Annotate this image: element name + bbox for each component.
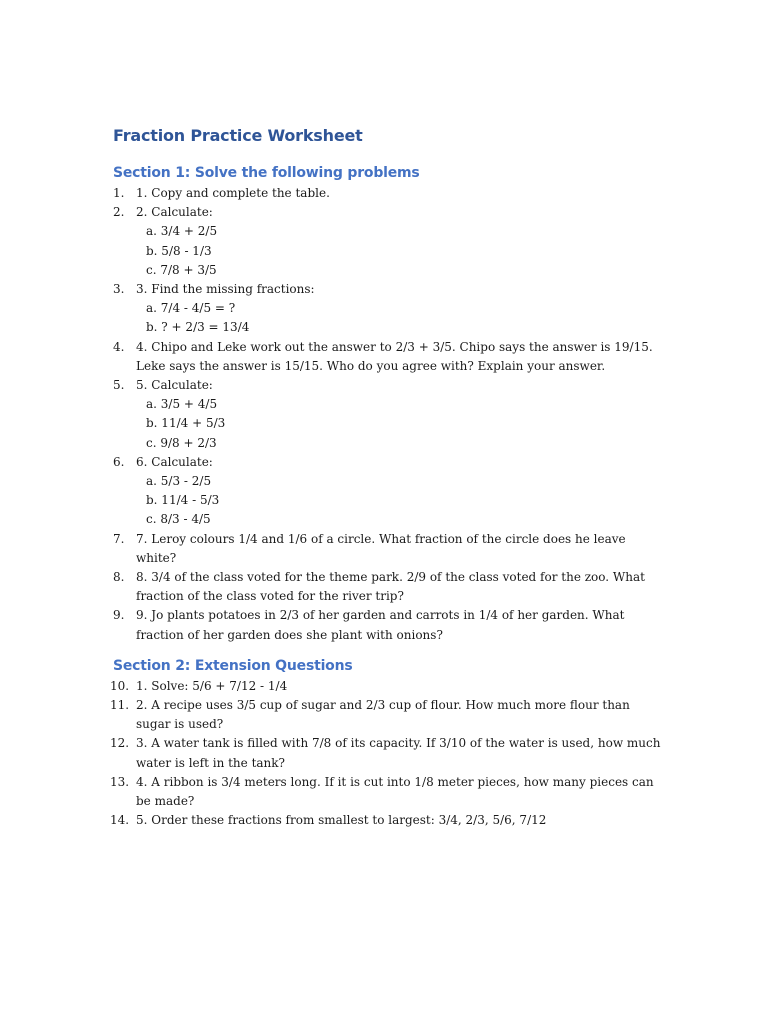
question-text: 3. Find the missing fractions: (136, 282, 315, 297)
question-number: 1. (113, 186, 125, 200)
question-text: 4. A ribbon is 3/4 meters long. If it is cut into 1/8 meter pieces, how many pieces can be made? (136, 774, 654, 809)
question-item (110, 734, 663, 772)
question-number: 7. (113, 531, 125, 546)
question-item (110, 773, 663, 811)
question-item (113, 606, 663, 644)
question-part: b. 11/4 - 5/3 (146, 493, 220, 508)
question-number: 9. (113, 608, 125, 623)
question-text: 1. Copy and complete the table. (136, 186, 330, 200)
question-part: c. 7/8 + 3/5 (146, 262, 217, 277)
question-number: 8. (113, 570, 125, 585)
question-part: a. 3/5 + 4/5 (146, 397, 218, 412)
question-number: 2. (113, 205, 125, 220)
section-2-heading: Section 2: Extension Questions (113, 657, 353, 674)
question-text: 5. Order these fractions from smallest to largest: 3/4, 2/3, 5/6, 7/12 (136, 813, 547, 828)
question-parts (136, 222, 663, 280)
question-text: 3. A water tank is filled with 7/8 of its capacity. If 3/10 of the water is used, how much water is left in the tank? (136, 736, 661, 770)
question-parts (136, 472, 663, 530)
question-item (113, 453, 663, 530)
question-text: 1. Solve: 5/6 + 7/12 - 1/4 (136, 678, 288, 693)
question-item (110, 696, 663, 734)
question-item (113, 568, 663, 606)
worksheet-page (110, 124, 663, 831)
question-number: 10. (110, 678, 130, 693)
question-item (113, 280, 663, 338)
question-item (113, 184, 663, 203)
question-number: 14. (110, 813, 130, 828)
question-item (110, 677, 663, 696)
document-title: Fraction Practice Worksheet (113, 126, 363, 145)
question-part: b. ? + 2/3 = 13/4 (146, 320, 250, 335)
section-1-heading: Section 1: Solve the following problems (113, 165, 420, 181)
question-parts (136, 299, 663, 337)
question-item (113, 376, 663, 453)
question-part: c. 9/8 + 2/3 (146, 435, 217, 450)
question-parts (136, 395, 663, 453)
question-text: 6. Calculate: (136, 454, 213, 469)
question-item (113, 530, 663, 568)
question-item (113, 338, 663, 376)
question-text: 7. Leroy colours 1/4 and 1/6 of a circle. What fraction of the circle does he leave white? (136, 531, 626, 565)
question-text: 4. Chipo and Leke work out the answer to 2/3 + 3/5. Chipo says the answer is 19/15. Leke says the answer is 15/15. Who do you agree with? Explain your answer. (136, 339, 653, 373)
question-text: 9. Jo plants potatoes in 2/3 of her garden and carrots in 1/4 of her garden. What fraction of her garden does she plant with onions? (136, 608, 625, 642)
section-2-question-list (110, 677, 663, 831)
question-number: 11. (110, 698, 130, 713)
question-number: 6. (113, 454, 125, 469)
question-number: 5. (113, 378, 125, 393)
question-text: 2. A recipe uses 3/5 cup of sugar and 2/3 cup of flour. How much more flour than sugar is used? (136, 698, 630, 732)
question-part: a. 7/4 - 4/5 = ? (146, 301, 236, 316)
question-number: 13. (110, 774, 130, 789)
question-number: 3. (113, 282, 125, 297)
question-text: 2. Calculate: (136, 205, 213, 220)
section-1-question-list (113, 184, 663, 645)
question-item (110, 811, 663, 830)
question-part: b. 11/4 + 5/3 (146, 416, 226, 431)
question-part: a. 5/3 - 2/5 (146, 474, 212, 489)
question-text: 5. Calculate: (136, 378, 213, 393)
question-text: 8. 3/4 of the class voted for the theme park. 2/9 of the class voted for the zoo. What fraction of the class voted for the river trip? (136, 570, 645, 604)
question-number: 4. (113, 339, 125, 354)
question-part: c. 8/3 - 4/5 (146, 512, 211, 527)
question-number: 12. (110, 736, 130, 751)
question-part: b. 5/8 - 1/3 (146, 243, 212, 258)
question-item (113, 203, 663, 280)
question-part: a. 3/4 + 2/5 (146, 224, 218, 239)
